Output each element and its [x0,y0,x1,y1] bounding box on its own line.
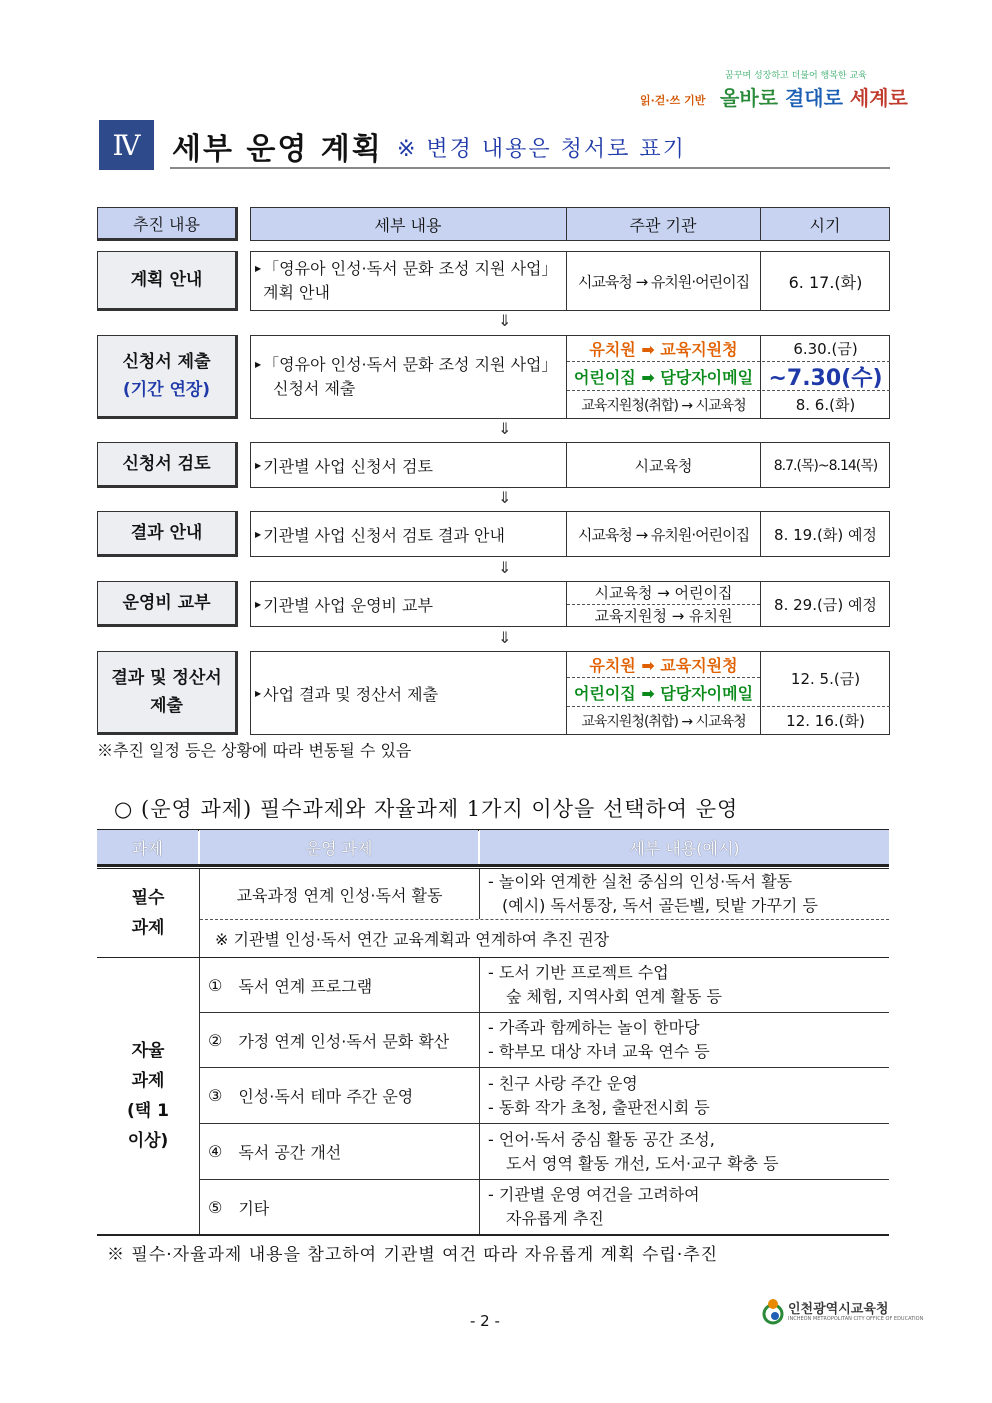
optional-label-line: 과제 [131,1071,165,1091]
detail-text: 사업 결과 및 정산서 제출 [263,684,439,704]
detail-line: - 가족과 함께하는 놀이 한마당 [488,1018,700,1037]
task-label: 독서 연계 프로그램 [238,976,373,996]
schedule-header-stage: 추진 내용 [97,207,238,241]
stage-review [97,442,238,488]
optional-details-5 [488,1180,888,1234]
org-settlement-kindergarten: 유치원 ➡ 교육지원청 [589,655,738,675]
stage-label: 신청서 검토 [122,454,211,474]
org-plan-notice: 시교육청 → 유치원·어린이집 [577,272,750,291]
task-number: ④ [208,1142,223,1161]
detail-text: 기관별 사업 신청서 검토 결과 안내 [263,525,505,545]
org-application-office: 교육지원청(취합) → 시교육청 [581,397,746,414]
detail-line: 숲 체험, 지역사회 연계 활동 등 [506,987,722,1006]
tasks-intro: ○ (운영 과제) 필수과제와 자율과제 1가지 이상을 선택하여 운영 [114,797,739,821]
detail-line-1: 「영유아 인성·독서 문화 조성 지원 사업」 [263,258,558,278]
optional-label-line: 자율 [131,1041,165,1061]
flow-arrow: ⇓ [498,488,512,507]
detail-line-1: 「영유아 인성·독서 문화 조성 지원 사업」 [263,354,558,374]
detail-line-2: 신청서 제출 [273,379,356,399]
task-label: 가정 연계 인성·독서 문화 확산 [238,1031,450,1051]
date-plan-notice: 6. 17.(화) [788,272,863,292]
required-label [97,869,199,957]
tasks-header-detail: 세부 내용(예시) [480,830,889,864]
flow-arrow: ⇓ [498,419,512,438]
stage-settlement [97,651,238,735]
date-review: 8.7.(목)~8.14(목) [773,458,878,474]
optional-label-line: (택 1 [127,1101,169,1121]
stage-label: 계획 안내 [130,270,203,290]
page-number: - 2 - [470,1312,500,1330]
schedule-footnote: ※추진 일정 등은 상황에 따라 변동될 수 있음 [97,741,412,760]
optional-details-3 [488,1068,888,1123]
detail-application: ▶ 「영유아 인성·독서 문화 조성 지원 사업」 신청서 제출 [255,335,565,419]
task-number: ⑤ [208,1197,223,1217]
org-settlement-office: 교육지원청(취합) → 시교육청 [581,713,746,730]
optional-task-4 [208,1124,478,1179]
schedule-header-detail: 세부 내용 [251,208,565,240]
detail-review: ▶ 기관별 사업 신청서 검토 [255,442,565,488]
task-number: ① [208,975,223,995]
logo-part-1: 올바로 [720,86,785,110]
office-name-en: INCHEON METROPOLITAN CITY OFFICE OF EDUCATION [788,1316,924,1322]
date-settlement-2: 12. 16.(화) [786,712,865,730]
stage-sublabel: (기간 연장) [122,380,211,400]
detail-line: 도서 영역 활동 개선, 도서·교구 확충 등 [506,1153,779,1173]
required-label-line-2: 과제 [131,918,165,938]
section-number: Ⅳ [99,120,154,170]
stage-application [97,335,238,419]
detail-plan-notice: ▶ 「영유아 인성·독서 문화 조성 지원 사업」 계획 안내 [255,251,565,311]
detail-budget: ▶ 기관별 사업 운영비 교부 [255,581,565,627]
task-label: 인성·독서 테마 주간 운영 [238,1087,414,1106]
stage-label-line-2: 제출 [150,696,183,716]
section-note: ※ 변경 내용은 청서로 표기 [397,137,686,162]
task-number: ③ [208,1086,223,1105]
org-review: 시교육청 [634,456,693,475]
office-emblem-icon [762,1296,784,1326]
optional-label-line: 이상) [127,1131,169,1151]
required-note: ※ 기관별 인성·독서 연간 교육계획과 연계하여 추진 권장 [215,930,610,949]
section-title: 세부 운영 계획 [172,132,383,167]
logo-left-text: 읽·걷·쓰 기반 [640,94,706,107]
date-application-1: 6.30.(금) [793,339,858,358]
detail-line: - 친구 사랑 주간 운영 [488,1073,638,1093]
date-budget: 8. 29.(금) 예정 [774,595,877,614]
logo-main-text [720,82,908,111]
task-label: 독서 공간 개선 [238,1143,342,1162]
stage-label: 신청서 제출 [122,352,211,372]
detail-text: 기관별 사업 신청서 검토 [263,456,433,476]
title-underline [170,167,890,169]
required-label-line-1: 필수 [131,888,165,908]
org-result-notice: 시교육청 → 유치원·어린이집 [577,525,750,544]
optional-task-3 [208,1068,478,1123]
required-details [488,869,888,919]
schedule-header-org: 주관 기관 [567,208,759,240]
detail-line: - 기관별 운영 여건을 고려하여 [488,1185,700,1204]
tasks-header-category: 과제 [97,830,198,864]
optional-task-2 [208,1013,478,1067]
optional-details-4 [488,1124,888,1179]
flow-arrow: ⇓ [498,628,512,647]
date-application-extended: ~7.30(수) [768,365,883,391]
logo-slogan: 꿈꾸며 성장하고 더불어 행복한 교육 [725,71,867,81]
header-logo [640,60,908,120]
detail-text: 기관별 사업 운영비 교부 [263,595,433,615]
detail-line: 자유롭게 추진 [506,1209,604,1228]
detail-line: - 동화 작가 초청, 출판전시회 등 [488,1097,710,1117]
optional-details-1 [488,958,888,1012]
detail-line: - 도서 기반 프로젝트 수업 [488,963,669,982]
org-application-kindergarten: 유치원 ➡ 교육지원청 [589,339,738,359]
stage-label: 운영비 교부 [122,593,211,613]
detail-result-notice: ▶ 기관별 사업 신청서 검토 결과 안내 [255,511,565,557]
org-budget-kindergarten: 교육지원청 → 유치원 [594,607,733,625]
required-detail-line: (예시) 독서통장, 독서 골든벨, 텃밭 가꾸기 등 [502,896,818,915]
tasks-header-task: 운영 과제 [200,830,478,864]
flow-arrow: ⇓ [498,558,512,577]
org-budget-daycare: 시교육청 → 어린이집 [594,584,733,602]
stage-plan-notice [97,251,238,311]
detail-settlement: ▶ 사업 결과 및 정산서 제출 [255,651,565,735]
date-application-3: 8. 6.(화) [795,396,856,414]
stage-label-line-1: 결과 및 정산서 [111,668,222,688]
required-detail-line: - 놀이와 연계한 실천 중심의 인성·독서 활동 [488,872,793,891]
optional-task-1 [208,958,478,1012]
tasks-footnote: ※ 필수·자율과제 내용을 참고하여 기관별 여건 따라 자유롭게 계획 수립·추진 [107,1245,719,1265]
task-number: ② [208,1030,223,1050]
stage-budget [97,581,238,627]
stage-result-notice [97,511,238,557]
office-logo [762,1296,924,1330]
detail-line: - 언어·독서 중심 활동 공간 조성, [488,1129,715,1149]
stage-label: 결과 안내 [130,523,203,543]
date-result-notice: 8. 19.(화) 예정 [774,525,877,544]
logo-part-3: 세계로 [849,86,908,110]
date-settlement-1: 12. 5.(금) [790,670,861,688]
optional-task-5 [208,1180,478,1234]
schedule-header-date: 시기 [761,208,889,240]
task-label: 기타 [238,1198,270,1218]
org-settlement-daycare: 어린이집 ➡ 담당자이메일 [573,683,754,703]
optional-label [97,958,199,1234]
optional-details-2 [488,1013,888,1067]
flow-arrow: ⇓ [498,311,512,330]
required-task: 교육과정 연계 인성·독서 활동 [236,885,443,905]
detail-line-2: 계획 안내 [263,283,330,303]
detail-line: - 학부모 대상 자녀 교육 연수 등 [488,1042,710,1061]
logo-part-2: 결대로 [784,86,850,110]
office-name: 인천광역시교육청 [788,1302,889,1317]
org-application-daycare: 어린이집 ➡ 담당자이메일 [573,367,754,387]
